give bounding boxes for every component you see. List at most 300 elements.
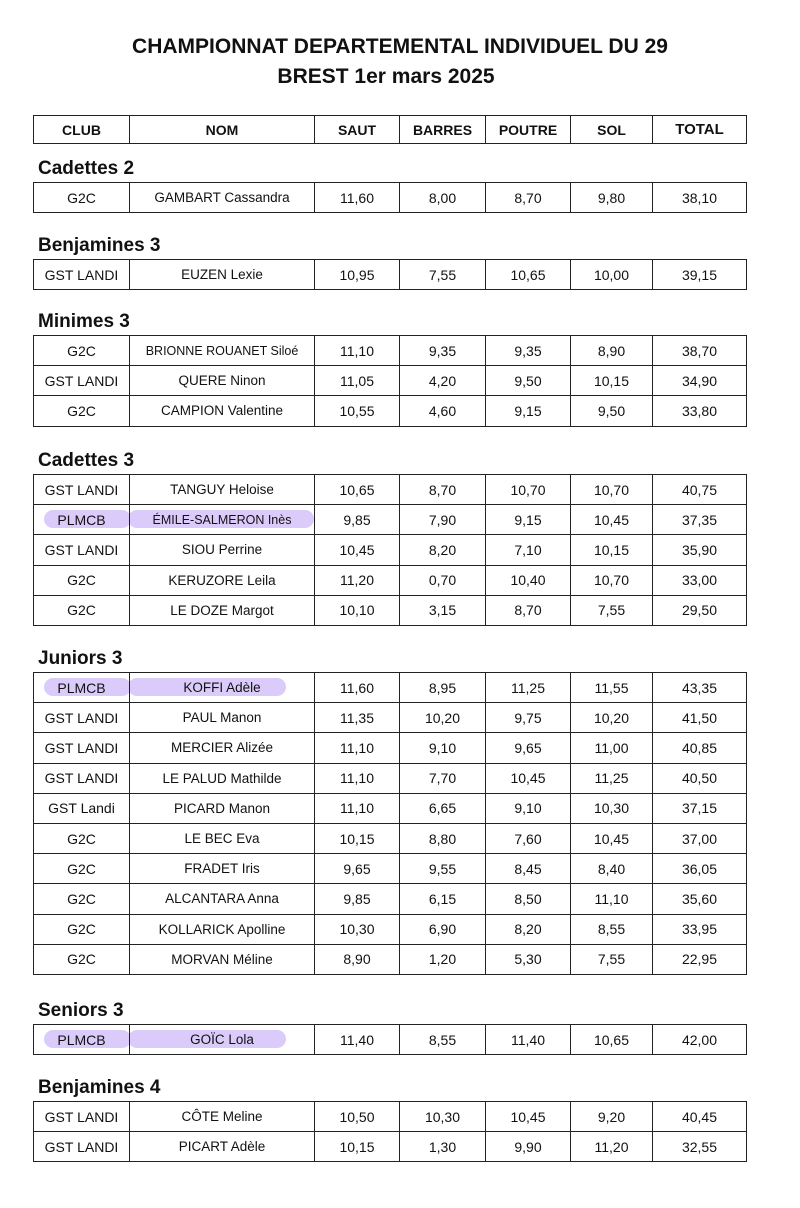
cell-barres [400, 944, 486, 974]
cell-total-text: 43,35 [681, 679, 718, 696]
cell-nom [130, 854, 315, 884]
cell-barres [400, 565, 486, 595]
cell-club-text: PLMCB [57, 679, 106, 696]
cell-sol-text: 11,20 [594, 1138, 629, 1155]
cell-barres [400, 763, 486, 793]
cell-poutre-text: 10,45 [510, 1108, 546, 1125]
table-row [34, 595, 747, 625]
cell-barres [400, 1025, 486, 1055]
table-row [34, 1132, 747, 1162]
cell-poutre-text: 11,40 [511, 1031, 545, 1048]
cell-saut [315, 505, 400, 535]
cell-barres-text: 6,65 [428, 800, 457, 817]
column-header-sol: SOL [571, 116, 653, 144]
cell-club [34, 823, 130, 853]
cell-barres [400, 475, 486, 505]
column-header-row [34, 116, 747, 144]
cell-poutre [486, 1132, 571, 1162]
cell-poutre-text: 9,65 [514, 739, 542, 756]
cell-poutre-text: 9,50 [514, 372, 542, 389]
cell-total-text: 33,95 [681, 921, 718, 938]
cell-poutre-text: 9,35 [514, 342, 542, 359]
cell-nom [130, 703, 315, 733]
cell-total [653, 366, 747, 396]
cell-poutre-text: 10,40 [510, 572, 546, 589]
table-row [34, 1102, 747, 1132]
cell-nom [130, 475, 315, 505]
cell-poutre [486, 505, 571, 535]
cell-nom [130, 366, 315, 396]
table-row [34, 673, 747, 703]
cell-poutre [486, 673, 571, 703]
cell-total [653, 1025, 747, 1055]
cell-saut [315, 260, 400, 290]
cell-sol-text: 10,00 [593, 266, 630, 283]
cell-nom-text: CÔTE Meline [181, 1109, 263, 1125]
cell-sol-text: 11,25 [594, 770, 629, 787]
cell-total-text: 40,50 [681, 770, 718, 787]
cell-sol-text: 11,10 [594, 890, 629, 907]
cell-club-text: GST LANDI [44, 266, 119, 283]
cell-barres-text: 1,30 [428, 1138, 457, 1155]
table-row [34, 1025, 747, 1055]
cell-sol [571, 823, 653, 853]
cell-nom [130, 733, 315, 763]
table-row [34, 703, 747, 733]
cell-nom-text: FRADET Iris [184, 861, 260, 877]
cell-club-text: G2C [67, 602, 96, 619]
cell-sol [571, 854, 653, 884]
cell-total-text: 40,75 [681, 481, 718, 498]
cell-barres-text: 4,60 [428, 402, 457, 419]
cell-poutre [486, 475, 571, 505]
cell-saut-text: 10,50 [339, 1108, 375, 1125]
cell-nom [130, 183, 315, 213]
cell-club [34, 854, 130, 884]
cell-nom-text: KERUZORE Leila [168, 572, 276, 588]
cell-total [653, 703, 747, 733]
cell-nom [130, 336, 315, 366]
cell-poutre [486, 1025, 571, 1055]
cell-nom-text: PICART Adèle [178, 1139, 266, 1155]
cell-poutre [486, 260, 571, 290]
cell-saut-text: 11,10 [340, 342, 374, 359]
cell-saut [315, 854, 400, 884]
cell-saut-text: 11,05 [340, 372, 374, 389]
cell-poutre-text: 8,45 [514, 860, 542, 877]
cell-sol-text: 10,15 [593, 372, 630, 389]
cell-club [34, 1025, 130, 1055]
cell-barres [400, 535, 486, 565]
cell-poutre [486, 366, 571, 396]
cell-total [653, 1102, 747, 1132]
cell-sol-text: 9,20 [597, 1108, 626, 1125]
cell-sol [571, 793, 653, 823]
cell-saut-text: 10,55 [339, 402, 375, 419]
cell-total-text: 37,35 [681, 511, 718, 528]
cell-total [653, 793, 747, 823]
cell-barres-text: 7,70 [428, 770, 457, 787]
cell-nom-text: LE DOZE Margot [170, 602, 274, 618]
cell-saut-text: 10,15 [339, 830, 375, 847]
cell-sol [571, 505, 653, 535]
cell-saut-text: 10,30 [339, 921, 375, 938]
cell-barres [400, 396, 486, 426]
cell-nom-text: ÉMILE-SALMERON Inès [152, 512, 292, 527]
cell-saut-text: 11,60 [340, 679, 374, 696]
cell-total-text: 33,80 [681, 402, 718, 419]
cell-total-text: 37,15 [681, 800, 718, 817]
cell-poutre [486, 733, 571, 763]
cell-sol [571, 595, 653, 625]
cell-club [34, 183, 130, 213]
cell-nom-text: LE BEC Eva [184, 831, 260, 847]
cell-sol [571, 366, 653, 396]
cell-nom [130, 1132, 315, 1162]
cell-poutre-text: 8,20 [514, 921, 542, 938]
cell-poutre [486, 336, 571, 366]
cell-club [34, 733, 130, 763]
cell-nom [130, 793, 315, 823]
cell-saut [315, 823, 400, 853]
cell-poutre [486, 595, 571, 625]
cell-barres [400, 183, 486, 213]
cell-total-text: 40,85 [681, 739, 718, 756]
cell-saut-text: 10,45 [339, 541, 375, 558]
cell-total-text: 37,00 [681, 830, 718, 847]
cell-barres-text: 8,00 [428, 189, 457, 206]
cell-barres-text: 6,90 [428, 921, 457, 938]
cell-club-text: GST LANDI [44, 481, 119, 498]
table-row [34, 535, 747, 565]
cell-saut-text: 9,85 [343, 511, 371, 528]
cell-barres [400, 366, 486, 396]
cell-nom [130, 944, 315, 974]
cell-club-text: G2C [67, 890, 96, 907]
cell-saut-text: 11,40 [340, 1031, 374, 1048]
table-row [34, 565, 747, 595]
cell-total [653, 595, 747, 625]
cell-barres-text: 8,80 [428, 830, 457, 847]
category-title: Benjamines 4 [38, 1077, 161, 1098]
cell-club-text: GST LANDI [44, 709, 119, 726]
cell-total-text: 40,45 [681, 1108, 718, 1125]
cell-barres [400, 914, 486, 944]
cell-sol-text: 9,80 [597, 189, 626, 206]
cell-barres-text: 8,55 [428, 1031, 457, 1048]
cell-sol [571, 1132, 653, 1162]
cell-poutre-text: 10,70 [510, 481, 546, 498]
category-title: Seniors 3 [38, 1000, 124, 1021]
table-row [34, 183, 747, 213]
cell-club [34, 535, 130, 565]
cell-club-text: G2C [67, 189, 96, 206]
cell-saut-text: 10,95 [339, 266, 375, 283]
cell-sol [571, 535, 653, 565]
cell-saut [315, 763, 400, 793]
cell-saut-text: 11,35 [340, 709, 374, 726]
cell-nom-text: QUERE Ninon [178, 373, 266, 389]
cell-nom [130, 505, 315, 535]
cell-barres-text: 4,20 [428, 372, 457, 389]
cell-sol-text: 10,70 [593, 481, 630, 498]
cell-nom [130, 673, 315, 703]
cell-sol-text: 11,55 [594, 679, 629, 696]
cell-total [653, 183, 747, 213]
cell-nom-text: MORVAN Méline [171, 951, 273, 967]
cell-total [653, 336, 747, 366]
cell-sol [571, 336, 653, 366]
cell-sol [571, 733, 653, 763]
column-header-total: TOTAL [653, 116, 747, 144]
cell-poutre-text: 9,15 [514, 511, 542, 528]
cell-total [653, 884, 747, 914]
page-subtitle: BREST 1er mars 2025 [277, 65, 495, 88]
cell-barres-text: 9,10 [428, 739, 457, 756]
cell-total [653, 823, 747, 853]
cell-barres [400, 733, 486, 763]
cell-poutre [486, 823, 571, 853]
cell-saut [315, 366, 400, 396]
cell-club [34, 260, 130, 290]
cell-barres-text: 8,95 [428, 679, 457, 696]
cell-saut [315, 1025, 400, 1055]
cell-nom [130, 1025, 315, 1055]
cell-nom-text: TANGUY Heloise [170, 482, 274, 498]
cell-saut [315, 396, 400, 426]
cell-total [653, 763, 747, 793]
cell-sol [571, 884, 653, 914]
cell-saut-text: 10,15 [339, 1138, 375, 1155]
cell-poutre-text: 5,30 [514, 951, 542, 968]
cell-saut [315, 884, 400, 914]
cell-total [653, 535, 747, 565]
table-row [34, 884, 747, 914]
cell-saut [315, 944, 400, 974]
cell-nom-text: GAMBART Cassandra [154, 190, 290, 206]
cell-barres [400, 823, 486, 853]
table-row [34, 505, 747, 535]
cell-club [34, 366, 130, 396]
cell-club-text: G2C [67, 860, 96, 877]
cell-club-text: GST Landi [48, 800, 115, 817]
cell-club [34, 336, 130, 366]
table-row [34, 733, 747, 763]
cell-club [34, 793, 130, 823]
table-row [34, 396, 747, 426]
cell-nom-text: GOÏC Lola [190, 1032, 254, 1048]
cell-club [34, 505, 130, 535]
cell-club [34, 475, 130, 505]
cell-poutre-text: 10,45 [510, 770, 546, 787]
cell-total-text: 42,00 [681, 1031, 718, 1048]
cell-barres-text: 3,15 [428, 602, 457, 619]
cell-saut [315, 733, 400, 763]
cell-sol-text: 10,15 [593, 541, 630, 558]
cell-total-text: 34,90 [681, 372, 718, 389]
cell-sol [571, 475, 653, 505]
table-row [34, 260, 747, 290]
cell-nom [130, 396, 315, 426]
cell-nom [130, 260, 315, 290]
cell-barres-text: 8,20 [428, 541, 457, 558]
category-table [33, 1024, 747, 1055]
cell-total-text: 22,95 [681, 951, 718, 968]
cell-club-text: GST LANDI [44, 541, 119, 558]
cell-saut [315, 336, 400, 366]
cell-nom-text: EUZEN Lexie [181, 267, 263, 283]
cell-club-text: G2C [67, 921, 96, 938]
column-header-saut: SAUT [315, 116, 400, 144]
cell-barres [400, 703, 486, 733]
cell-barres-text: 0,70 [428, 572, 457, 589]
cell-saut [315, 673, 400, 703]
cell-poutre-text: 11,25 [511, 679, 545, 696]
cell-poutre [486, 793, 571, 823]
table-row [34, 914, 747, 944]
table-row [34, 336, 747, 366]
cell-nom [130, 823, 315, 853]
cell-nom-text: ALCANTARA Anna [165, 891, 279, 907]
cell-total-text: 38,10 [681, 189, 718, 206]
cell-barres-text: 9,35 [428, 342, 457, 359]
cell-saut [315, 914, 400, 944]
table-row [34, 475, 747, 505]
cell-club-text: PLMCB [57, 511, 106, 528]
cell-nom [130, 535, 315, 565]
cell-saut-text: 9,85 [343, 890, 371, 907]
cell-nom [130, 565, 315, 595]
cell-saut-text: 11,10 [340, 770, 374, 787]
category-table [33, 182, 747, 213]
cell-nom [130, 914, 315, 944]
cell-saut-text: 11,20 [340, 572, 374, 589]
cell-sol-text: 10,45 [593, 511, 630, 528]
page-title: CHAMPIONNAT DEPARTEMENTAL INDIVIDUEL DU 29 [132, 35, 668, 58]
cell-total-text: 39,15 [681, 266, 718, 283]
cell-club-text: G2C [67, 572, 96, 589]
cell-saut [315, 1102, 400, 1132]
cell-poutre-text: 7,60 [514, 830, 542, 847]
cell-poutre-text: 9,75 [514, 709, 542, 726]
cell-total [653, 505, 747, 535]
cell-club [34, 703, 130, 733]
cell-poutre [486, 854, 571, 884]
cell-club [34, 673, 130, 703]
cell-sol-text: 7,55 [597, 951, 626, 968]
cell-poutre [486, 183, 571, 213]
cell-nom-text: PAUL Manon [182, 710, 262, 726]
cell-barres [400, 1102, 486, 1132]
cell-sol-text: 10,65 [593, 1031, 630, 1048]
cell-poutre-text: 7,10 [514, 541, 542, 558]
cell-barres-text: 8,70 [428, 481, 457, 498]
cell-total [653, 475, 747, 505]
cell-total-text: 29,50 [681, 602, 718, 619]
cell-total [653, 673, 747, 703]
column-header-club: CLUB [34, 116, 130, 144]
cell-saut-text: 11,10 [340, 739, 374, 756]
cell-total [653, 854, 747, 884]
cell-total-text: 38,70 [681, 342, 718, 359]
cell-poutre-text: 9,15 [514, 402, 542, 419]
cell-poutre-text: 8,70 [514, 189, 542, 206]
cell-total [653, 565, 747, 595]
cell-poutre-text: 9,10 [514, 800, 542, 817]
cell-club-text: GST LANDI [44, 372, 119, 389]
table-row [34, 944, 747, 974]
cell-sol [571, 703, 653, 733]
category-title: Cadettes 2 [38, 158, 135, 179]
cell-club [34, 565, 130, 595]
cell-sol [571, 396, 653, 426]
category-table [33, 672, 747, 975]
cell-sol-text: 8,55 [597, 921, 626, 938]
cell-total-text: 41,50 [681, 709, 718, 726]
cell-poutre [486, 763, 571, 793]
cell-total-text: 35,60 [681, 890, 718, 907]
cell-barres [400, 595, 486, 625]
cell-sol [571, 763, 653, 793]
cell-barres-text: 7,90 [428, 511, 457, 528]
cell-total [653, 396, 747, 426]
cell-nom-text: LE PALUD Mathilde [162, 770, 282, 786]
column-header-nom: NOM [130, 116, 315, 144]
table-row [34, 854, 747, 884]
cell-barres-text: 6,15 [428, 890, 457, 907]
cell-saut-text: 11,10 [340, 800, 374, 817]
cell-sol [571, 914, 653, 944]
cell-nom-text: BRIONNE ROUANET Siloé [145, 343, 299, 358]
cell-poutre-text: 9,90 [514, 1138, 542, 1155]
cell-sol [571, 565, 653, 595]
cell-club [34, 944, 130, 974]
cell-saut [315, 183, 400, 213]
cell-club [34, 763, 130, 793]
cell-club-text: G2C [67, 402, 96, 419]
cell-total [653, 1132, 747, 1162]
cell-saut [315, 1132, 400, 1162]
cell-poutre [486, 944, 571, 974]
cell-club [34, 1132, 130, 1162]
column-header-barres: BARRES [400, 116, 486, 144]
cell-sol-text: 10,20 [593, 709, 630, 726]
cell-club [34, 914, 130, 944]
cell-sol [571, 183, 653, 213]
cell-total [653, 944, 747, 974]
cell-barres-text: 10,30 [424, 1108, 461, 1125]
cell-poutre-text: 8,70 [514, 602, 542, 619]
cell-barres [400, 505, 486, 535]
cell-poutre [486, 1102, 571, 1132]
cell-barres-text: 9,55 [428, 860, 457, 877]
cell-saut-text: 9,65 [343, 860, 371, 877]
cell-total-text: 36,05 [681, 860, 718, 877]
cell-sol-text: 10,70 [593, 572, 630, 589]
cell-club [34, 1102, 130, 1132]
cell-sol-text: 7,55 [597, 602, 626, 619]
cell-sol-text: 8,90 [597, 342, 626, 359]
cell-saut [315, 793, 400, 823]
cell-poutre [486, 884, 571, 914]
category-title: Minimes 3 [38, 311, 130, 332]
cell-club [34, 595, 130, 625]
cell-total [653, 733, 747, 763]
cell-total [653, 914, 747, 944]
cell-nom-text: KOLLARICK Apolline [158, 921, 286, 937]
cell-nom-text: MERCIER Alizée [170, 740, 274, 756]
cell-sol [571, 673, 653, 703]
